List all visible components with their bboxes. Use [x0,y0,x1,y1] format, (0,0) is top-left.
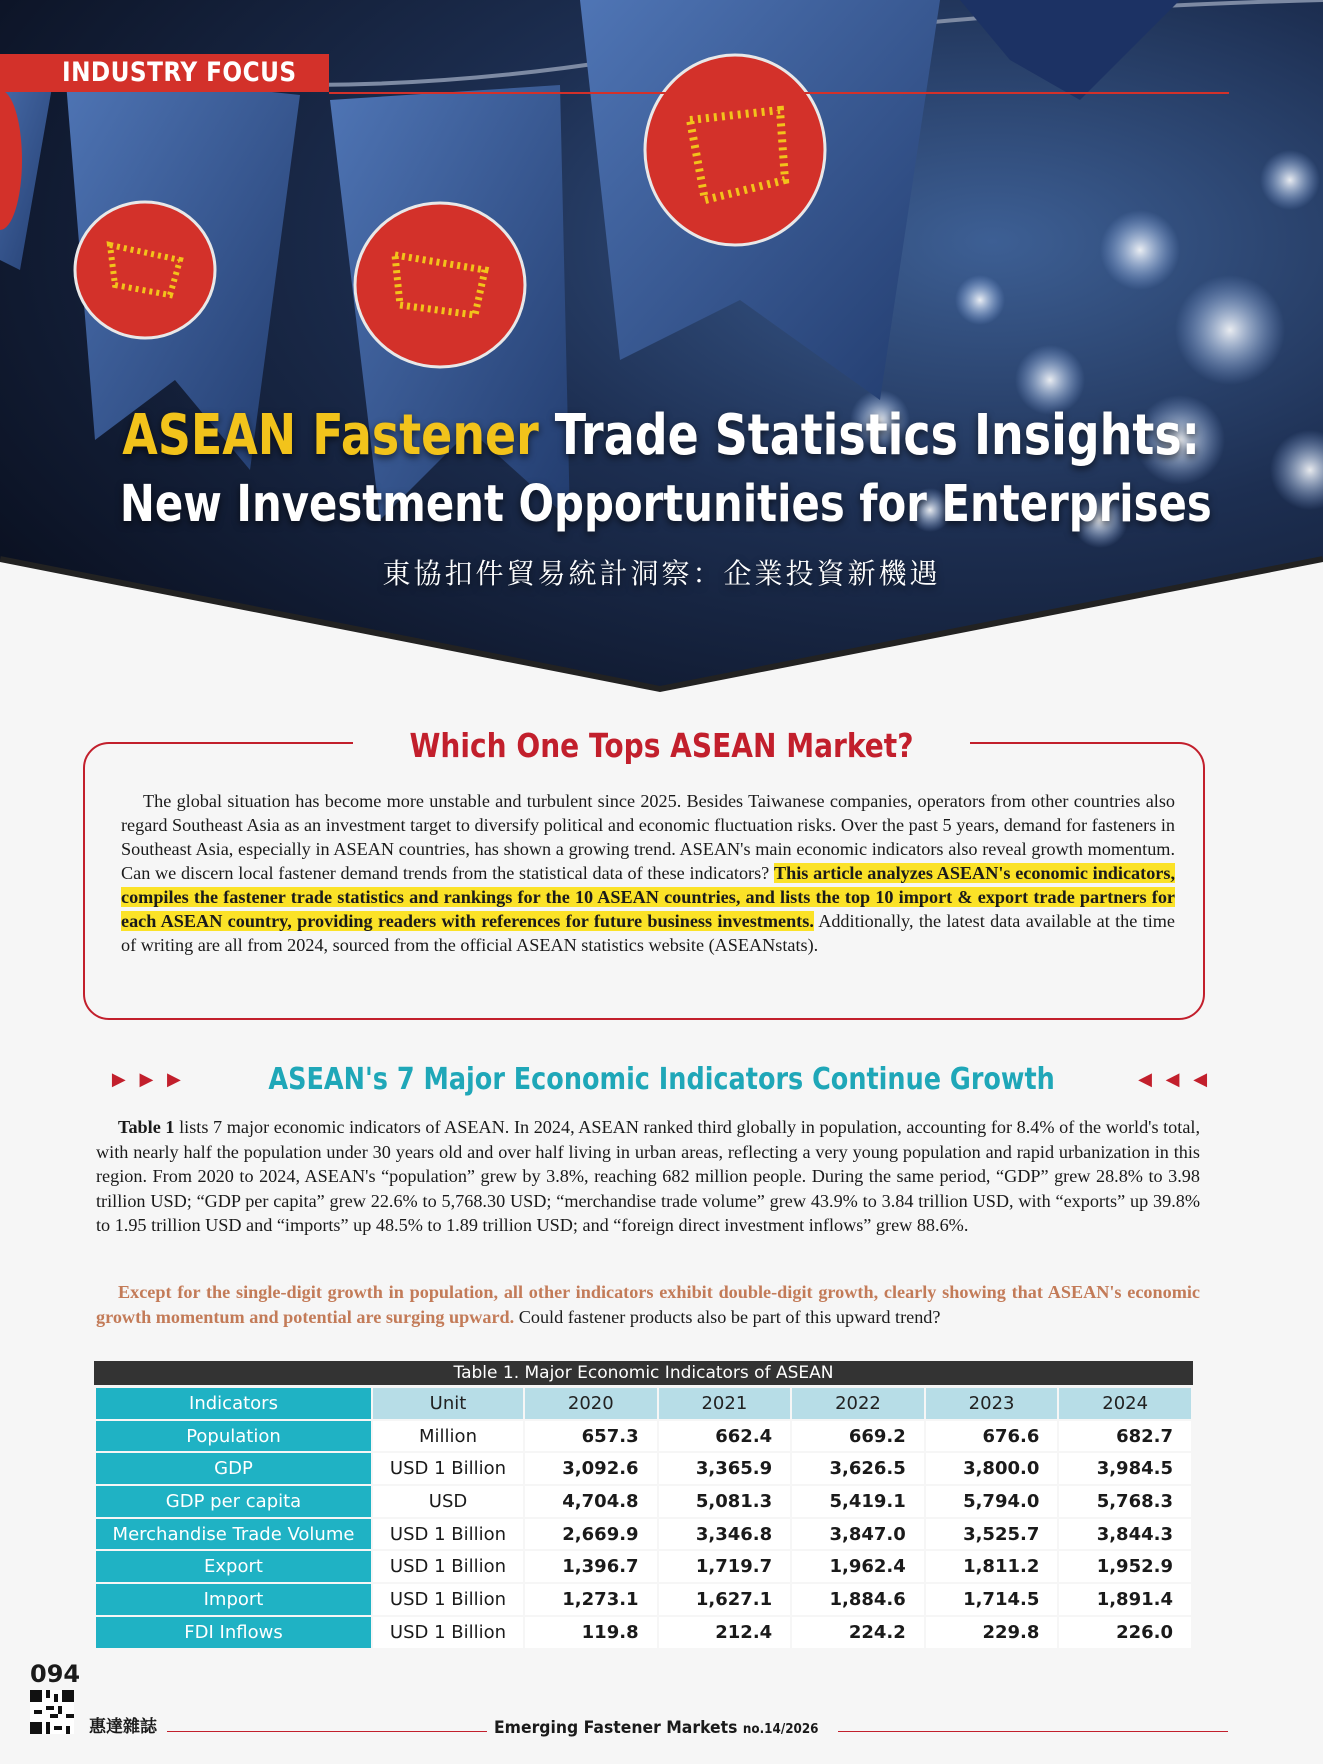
hero-banner [0,0,1323,695]
indicator-cell: GDP [96,1453,371,1484]
header-indicators: Indicators [96,1388,371,1419]
title-rest: Trade Statistics Insights: [539,403,1201,468]
value-cell: 657.3 [525,1421,657,1452]
header-2021: 2021 [659,1388,791,1419]
value-cell: 5,081.3 [659,1486,791,1517]
value-cell: 1,952.9 [1059,1551,1191,1582]
value-cell: 1,884.6 [792,1584,924,1615]
unit-cell: USD 1 Billion [373,1551,523,1582]
value-cell: 1,719.7 [659,1551,791,1582]
economic-indicators-table [94,1386,1193,1650]
body-paragraph-1: Table 1 lists 7 major economic indicators of ASEAN. In 2024, ASEAN ranked third globally in population, accounting for 8.4% of the world's total, with nearly half the population under 30 years old and over half living in urban areas, reflecting a very young population and rapid urbanization in this region. From 2020 to 2024, ASEAN's “population” grew by 3.8%, reaching 682 million people. During the same period, “GDP” grew 28.8% to 3.98 trillion USD; “GDP per capita” grew 22.6% to 5,768.30 USD; “merchandise trade volume” grew 43.9% to 3.84 trillion USD, with “exports” up 39.8% to 1.95 trillion USD and “imports” up 48.5% to 1.89 trillion USD; and “foreign direct investment inflows” grew 88.6%. [96,1117,1200,1236]
accent-text: Except for the single-digit growth in population, all other indicators exhibit double-digit growth, clearly showing that ASEAN's economic growth momentum and potential are surging upward. [96,1282,1200,1327]
arrows-right-icon: ▶ ▶ ▶ [111,1069,185,1090]
footer-divider-left [167,1731,487,1732]
unit-cell: USD [373,1486,523,1517]
header-unit: Unit [373,1388,523,1419]
value-cell: 1,396.7 [525,1551,657,1582]
unit-cell: USD 1 Billion [373,1584,523,1615]
intro-heading: Which One Tops ASEAN Market? [353,726,970,765]
value-cell: 1,273.1 [525,1584,657,1615]
issue-number: no.14/2026 [742,1722,819,1737]
value-cell: 224.2 [792,1617,924,1648]
table-row [96,1551,1191,1582]
header-2023: 2023 [926,1388,1058,1419]
value-cell: 2,669.9 [525,1519,657,1550]
value-cell: 3,525.7 [926,1519,1058,1550]
indicator-cell: Export [96,1551,371,1582]
value-cell: 1,627.1 [659,1584,791,1615]
value-cell: 1,891.4 [1059,1584,1191,1615]
table-row [96,1617,1191,1648]
value-cell: 3,984.5 [1059,1453,1191,1484]
value-cell: 1,714.5 [926,1584,1058,1615]
article-title [0,403,1323,468]
body-paragraph-2: Except for the single-digit growth in population, all other indicators exhibit double-digit growth, clearly showing that ASEAN's economic growth momentum and potential are surging upward. Could fastener products also be part of this upward trend? [96,1282,1200,1327]
arrows-left-icon: ◀ ◀ ◀ [1138,1069,1212,1090]
table-row [96,1486,1191,1517]
table-caption: Table 1. Major Economic Indicators of ASEAN [94,1361,1193,1385]
value-cell: 3,844.3 [1059,1519,1191,1550]
unit-cell: USD 1 Billion [373,1453,523,1484]
qr-code-icon[interactable] [30,1690,74,1734]
header-2024: 2024 [1059,1388,1191,1419]
brand-name: 惠達雜誌 [89,1717,157,1737]
value-cell: 226.0 [1059,1617,1191,1648]
section-tag: INDUSTRY FOCUS [0,54,329,92]
value-cell: 3,626.5 [792,1453,924,1484]
value-cell: 662.4 [659,1421,791,1452]
intro-paragraph: The global situation has become more unstable and turbulent since 2025. Besides Taiwanese companies, operators from other countries also regard Southeast Asia as an investment target to diversify political and economic fluctuation risks. Over the past 5 years, demand for fasteners in Southeast Asia, especially in ASEAN countries, has shown a growing trend. ASEAN's main economic indicators also reveal growth momentum. Can we discern local fastener demand trends from the statistical data of these indicators? This article analyzes ASEAN's economic indicators, compiles the fastener trade statistics and rankings for the 10 ASEAN countries, and lists the top 10 import & export trade partners for each ASEAN country, providing readers with references for future business investments. Additionally, the latest data available at the time of writing are all from 2024, sourced from the official ASEAN statistics website (ASEANstats). [121,791,1175,955]
value-cell: 4,704.8 [525,1486,657,1517]
indicator-cell: FDI Inflows [96,1617,371,1648]
value-cell: 676.6 [926,1421,1058,1452]
value-cell: 3,847.0 [792,1519,924,1550]
table-header-row [96,1388,1191,1419]
unit-cell: Million [373,1421,523,1452]
section-heading [0,1062,1323,1097]
table-reference: Table 1 [118,1117,175,1137]
value-cell: 5,419.1 [792,1486,924,1517]
section-title: ASEAN's 7 Major Economic Indicators Continue Growth [268,1062,1055,1097]
indicator-cell: GDP per capita [96,1486,371,1517]
value-cell: 229.8 [926,1617,1058,1648]
unit-cell: USD 1 Billion [373,1519,523,1550]
value-cell: 119.8 [525,1617,657,1648]
value-cell: 669.2 [792,1421,924,1452]
value-cell: 3,092.6 [525,1453,657,1484]
highlighted-text: This article analyzes ASEAN's economic indicators, compiles the fastener trade statistics and rankings for the 10 ASEAN countries, and lists the top 10 import & export trade partners for each ASEAN country, providing readers with references for future business investments. [121,863,1175,931]
table-row [96,1453,1191,1484]
value-cell: 682.7 [1059,1421,1191,1452]
unit-cell: USD 1 Billion [373,1617,523,1648]
value-cell: 3,365.9 [659,1453,791,1484]
value-cell: 3,800.0 [926,1453,1058,1484]
value-cell: 1,811.2 [926,1551,1058,1582]
table-row [96,1519,1191,1550]
title-highlight: ASEAN Fastener [122,403,540,468]
article-subtitle: New Investment Opportunities for Enterprises [119,475,1212,534]
indicator-cell: Merchandise Trade Volume [96,1519,371,1550]
table-row [96,1421,1191,1452]
intro-heading-wrap [0,726,1323,765]
page-number: 094 [30,1660,81,1688]
value-cell: 1,962.4 [792,1551,924,1582]
chinese-title: 東協扣件貿易統計洞察：企業投資新機遇 [382,557,941,590]
value-cell: 212.4 [659,1617,791,1648]
indicator-cell: Import [96,1584,371,1615]
tag-divider [329,92,1229,94]
footer-divider-right [838,1731,1228,1732]
magazine-name: Emerging Fastener Markets no.14/2026 [494,1718,819,1738]
value-cell: 3,346.8 [659,1519,791,1550]
value-cell: 5,768.3 [1059,1486,1191,1517]
table-row [96,1584,1191,1615]
value-cell: 5,794.0 [926,1486,1058,1517]
indicator-cell: Population [96,1421,371,1452]
header-2020: 2020 [525,1388,657,1419]
header-2022: 2022 [792,1388,924,1419]
